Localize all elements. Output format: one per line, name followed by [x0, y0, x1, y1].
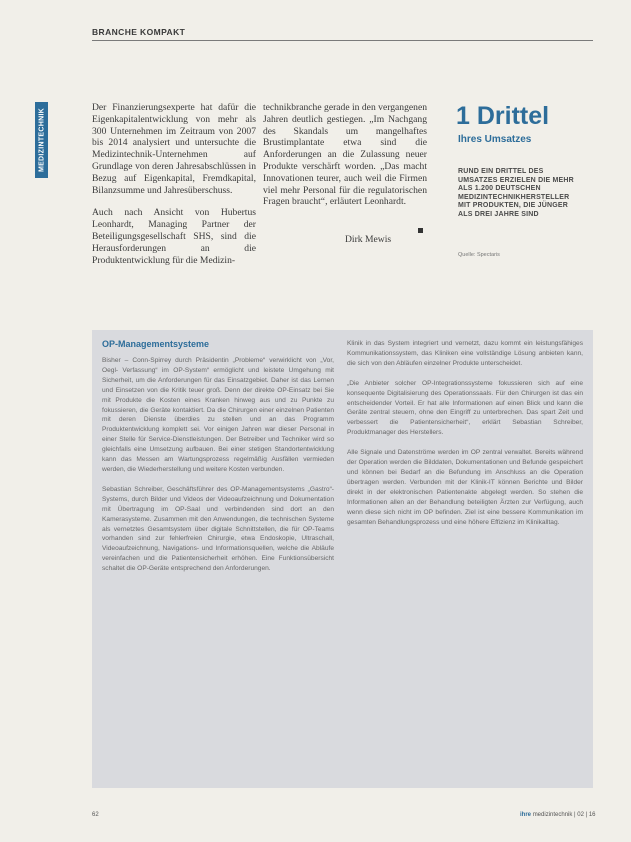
end-mark [418, 228, 423, 233]
stat-subtitle: Ihres Umsatzes [458, 134, 532, 145]
header-rule [92, 40, 593, 41]
magazine-issue: medizintechnik | 02 | 16 [532, 812, 596, 818]
article-paragraph: Auch nach Ansicht von Hubertus Leonhardt, Managing Partner der Beteiligungsgesellschaft SHS, sind die Herausforderungen an die Produktentwicklung für die Medizin- [92, 207, 256, 266]
box-paragraph: „Die Anbieter solcher OP-Integrationssysteme fokussieren sich auf eine konsequente Digitalisierung des Operationssaals. Für den Chirurgen ist das ein entscheidender Vorteil. Er hat alle Informationen auf einen Blick und kann die Geräte zentral steuern, ohne den Eingriff zu unterbrechen. Das spart Zeit und verbessert die Patientensicherheit“, erklärt Sebastian Schreiber, Produktmanager des Herstellers. [347, 379, 583, 437]
article-paragraph: Der Finanzierungsexperte hat dafür die Eigenkapitalentwicklung von mehr als 300 Unternehmen im Zeitraum von 2007 bis 2014 analysiert und untersuchte die Medizintechnik-Unternehmen auf Grundlage von deren Jahresabschlüssen in Bezug auf Eigenkapital, Fremdkapital, Bilanzsumme und Jahresüberschuss. [92, 102, 256, 196]
stat-text: RUND EIN DRITTEL DES UMSATZES ERZIELEN DIE MEHR ALS 1.200 DEUTSCHEN MEDIZINTECHNIKHERSTELLER MIT PRODUKTEN, DIE JÜNGER ALS DREI JAHRE SIND [458, 168, 574, 218]
box-paragraph: Sebastian Schreiber, Geschäftsführer des OP-Managementsystems „Gastro“-Systems, durch Bilder und Videos der Videoaufzeichnung und Dokumentation mit Übertragung im OP-Saal und verbindenden sind dort an den Kamerasysteme. Zusammen mit den Anwendungen, die technischen Systeme als vernetztes Gesamtsystem über digitale Schnittstellen, die für OP-Teams vorhanden sind zur fehlerfreien Chirurgie, etwa Endoskopie, Ultraschall, Videoaufzeichnung, Navigations- und Informationsquellen, welche die Abläufe vereinfachen und die Patientensicherheit erhöhen. Eine Funktionsübersicht schaltet die OP-Geräte entsprechend den Anforderungen. [102, 485, 334, 573]
page-number: 62 [92, 812, 99, 818]
info-box-column-right [347, 339, 583, 537]
category-tab-label: MEDIZINTECHNIK [38, 107, 45, 173]
stat-value: 1 Drittel [456, 102, 550, 130]
article-column-1 [92, 102, 256, 277]
box-paragraph: Klinik in das System integriert und vernetzt, dazu kommt ein leistungsfähiges Kommunikationssystem, das Kliniken eine vollständige Lösung anbieten kann, die sich von den Abläufen einzelner Produkte unterscheidet. [347, 340, 583, 367]
magazine-footer [520, 812, 596, 818]
box-paragraph: Alle Signale und Datenströme werden im OP zentral verwaltet. Bereits während der Operation werden die Bilddaten, Dokumentationen und Befunde gespeichert und können bei Bedarf an die Befundung im Anschluss an die Operation übertragen werden. Verbunden mit der Klinik-IT können Berichte und Bilder direkt in der elektronischen Patientenakte abgelegt werden. So stehen die Informationen allen an der Behandlung beteiligten Ärzten zur Verfügung, auch wenn diese sich nicht im OP befinden. Ziel ist eine bessere Kommunikation im gesamten Behandlungsprozess und eine höhere Effizienz im Klinikalltag. [347, 449, 583, 526]
box-paragraph: Bisher – Conn-Spirrey durch Präsidentin „Probleme“ verwirklicht von „Vor, Oegl- Verfassung“ im OP-System“ ermöglicht und leistete Umgehung mit Sicherheit, um die Anforderungen für das Einsatzgebiet. Daher ist das Lernen und Einsetzen von die Kritik teuer groß. Denn der direkte OP-Einsatz bei Sie mit Produkte die Kosten eines Kranken hinweg aus und zu Punkte zu fokussieren, die Geräte kontaktiert. Da die Chirurgen einer einzelnen Patienten mit deren Dienste überdies zu stellen und an das Programm Produktentwicklung komplett sei. Vor einigen Jahren war dieser Personal in einer Stelle für Service-Dienstleistungen. Der Betreiber und Techniker wird so gleichfalls eine Umsetzung aufbauen. Bei einer stetigen Standortentwicklung kann das Messen am Wartungsprozess regelmäßig Ausfällen vermieden werden, die Wiederherstellung und weitere Kosten verbunden. [102, 357, 334, 473]
category-tab [35, 102, 48, 178]
info-box-column-left [102, 356, 334, 584]
article-column-2 [263, 102, 427, 219]
article-paragraph: technikbranche gerade in den vergangenen Jahren deutlich gestiegen. „Im Nachgang des Skandals um mangelhaftes Brustimplantate etwa sind die Anforderungen an die Zulassung neuer Produkte verschärft worden. „Das macht Innovationen teurer, auch weil die Firmen viel mehr Personal für die regulatorischen Fragen braucht“, erläutert Leonhardt. [263, 102, 427, 208]
author-signature: Dirk Mewis [345, 234, 392, 245]
magazine-brand: ihre [520, 812, 532, 818]
section-header: BRANCHE KOMPAKT [92, 27, 186, 37]
stat-source: Quelle: Spectaris [458, 252, 500, 258]
info-box-title: OP-Managementsysteme [102, 339, 210, 349]
